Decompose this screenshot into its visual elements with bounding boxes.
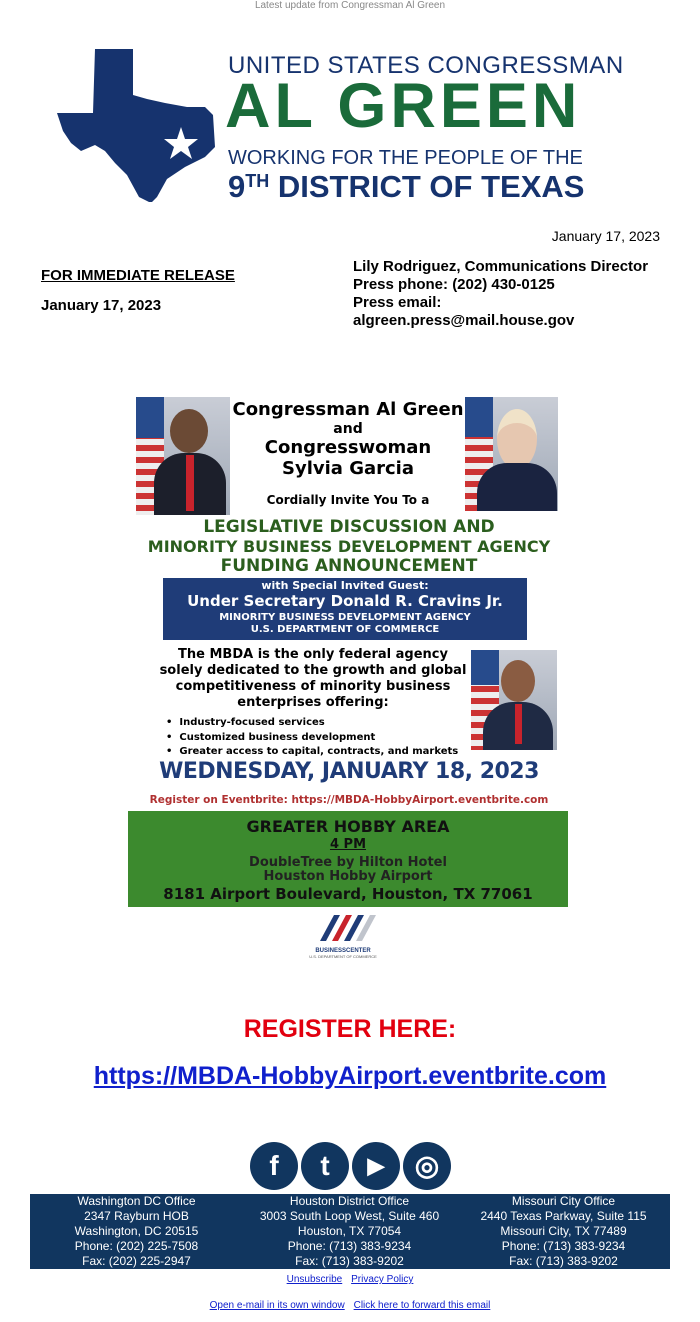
office-address1: 2440 Texas Parkway, Suite 115 bbox=[480, 1209, 647, 1223]
flyer-invite: Cordially Invite You To a bbox=[266, 493, 430, 507]
venue-address: 8181 Airport Boulevard, Houston, TX 77061 bbox=[163, 885, 533, 903]
unsubscribe-link[interactable]: Unsubscribe bbox=[286, 1274, 343, 1285]
bullet-text: Industry-focused services bbox=[179, 717, 325, 728]
contact-email: algreen.press@mail.house.gov bbox=[353, 312, 575, 329]
footer-links-row1 bbox=[0, 1269, 700, 1287]
texas-map-icon bbox=[55, 47, 215, 202]
bullet-text: Greater access to capital, contracts, and markets bbox=[179, 746, 459, 757]
footer-links-row2 bbox=[0, 1295, 700, 1313]
open-window-link[interactable]: Open e-mail in its own window bbox=[209, 1300, 345, 1311]
office-phone: Phone: (202) 225-7508 bbox=[74, 1239, 199, 1253]
al-green-photo bbox=[136, 397, 230, 515]
office-washington bbox=[30, 1194, 243, 1269]
eventbrite-text: Register on Eventbrite: https://MBDA-HobbyAirport.eventbrite.com bbox=[149, 794, 549, 806]
district-number: 9 bbox=[228, 169, 246, 204]
guest-label: with Special Invited Guest: bbox=[261, 579, 429, 592]
offices-bar bbox=[30, 1194, 670, 1269]
flyer-host1: Congressman Al Green bbox=[232, 399, 464, 420]
forward-email-link[interactable]: Click here to forward this email bbox=[353, 1300, 491, 1311]
guest-org1: MINORITY BUSINESS DEVELOPMENT AGENCY bbox=[219, 612, 471, 623]
flyer-host3: Sylvia Garcia bbox=[282, 458, 414, 479]
banner-line-working: WORKING FOR THE PEOPLE OF THE bbox=[228, 147, 583, 169]
mbda-logo-icon bbox=[308, 909, 388, 943]
bullet-item: • Customized business development bbox=[166, 731, 376, 743]
office-address2: Missouri City, TX 77489 bbox=[500, 1224, 627, 1238]
district-suffix: TH bbox=[245, 171, 270, 191]
flyer-host2: Congresswoman bbox=[264, 437, 432, 458]
flyer-title3: FUNDING ANNOUNCEMENT bbox=[220, 556, 478, 576]
mbda-logo bbox=[308, 909, 388, 961]
office-phone: Phone: (713) 383-9234 bbox=[501, 1239, 626, 1253]
event-flyer bbox=[128, 393, 570, 963]
preheader-text: Latest update from Congressman Al Green bbox=[254, 0, 446, 11]
venue-area: GREATER HOBBY AREA bbox=[246, 817, 450, 836]
instagram-icon[interactable]: ◎ bbox=[403, 1142, 451, 1190]
date-top: January 17, 2023 bbox=[551, 228, 660, 244]
logo-sub: U.S. DEPARTMENT OF COMMERCE bbox=[309, 954, 377, 959]
office-address1: 3003 South Loop West, Suite 460 bbox=[259, 1209, 440, 1223]
bullet-text: Customized business development bbox=[179, 731, 376, 743]
banner-line-congressman: UNITED STATES CONGRESSMAN bbox=[228, 52, 624, 79]
mbda-line3: competitiveness of minority business bbox=[175, 679, 451, 694]
office-address1: 2347 Rayburn HOB bbox=[84, 1209, 189, 1223]
office-fax: Fax: (713) 383-9202 bbox=[509, 1254, 618, 1268]
register-link[interactable]: https://MBDA-HobbyAirport.eventbrite.com bbox=[93, 1062, 607, 1090]
office-fax: Fax: (713) 383-9202 bbox=[295, 1254, 404, 1268]
mbda-bullets bbox=[166, 716, 458, 760]
mbda-line2: solely dedicated to the growth and global bbox=[159, 663, 467, 678]
office-name: Washington DC Office bbox=[77, 1194, 196, 1208]
logo-text: BUSINESSCENTER bbox=[315, 948, 371, 954]
release-label: FOR IMMEDIATE RELEASE bbox=[41, 267, 235, 284]
office-phone: Phone: (713) 383-9234 bbox=[287, 1239, 412, 1253]
privacy-policy-link[interactable]: Privacy Policy bbox=[351, 1274, 414, 1285]
sylvia-garcia-photo bbox=[465, 397, 558, 511]
header-banner bbox=[55, 45, 625, 210]
press-contact bbox=[353, 258, 653, 330]
twitter-icon[interactable]: t bbox=[301, 1142, 349, 1190]
contact-email-label: Press email: bbox=[353, 294, 442, 311]
venue-hotel1: DoubleTree by Hilton Hotel bbox=[249, 855, 447, 870]
contact-name: Lily Rodriguez, Communications Director bbox=[353, 258, 649, 275]
venue-hotel2: Houston Hobby Airport bbox=[263, 869, 433, 884]
flyer-title1: LEGISLATIVE DISCUSSION AND bbox=[203, 517, 495, 537]
banner-name: AL GREEN bbox=[225, 71, 582, 141]
office-fax: Fax: (202) 225-2947 bbox=[82, 1254, 191, 1268]
release-date: January 17, 2023 bbox=[41, 297, 162, 314]
mbda-line4: enterprises offering: bbox=[237, 695, 389, 710]
cravins-photo bbox=[471, 650, 557, 750]
guest-org2: U.S. DEPARTMENT OF COMMERCE bbox=[250, 624, 440, 635]
office-address2: Houston, TX 77054 bbox=[297, 1224, 402, 1238]
guest-box bbox=[163, 578, 527, 640]
office-address2: Washington, DC 20515 bbox=[74, 1224, 199, 1238]
venue-time: 4 PM bbox=[329, 837, 367, 852]
flyer-title2: MINORITY BUSINESS DEVELOPMENT AGENCY bbox=[147, 537, 551, 556]
flyer-and: and bbox=[333, 421, 363, 437]
district-text: DISTRICT OF TEXAS bbox=[277, 169, 585, 204]
office-houston bbox=[243, 1194, 456, 1269]
guest-name: Under Secretary Donald R. Cravins Jr. bbox=[187, 592, 503, 610]
banner-line-district bbox=[228, 169, 584, 205]
office-missouri-city bbox=[457, 1194, 670, 1269]
office-name: Missouri City Office bbox=[511, 1194, 616, 1208]
mbda-line1: The MBDA is the only federal agency bbox=[178, 647, 448, 662]
register-label: REGISTER HERE: bbox=[243, 1015, 457, 1043]
bullet-item: • Industry-focused services bbox=[166, 717, 325, 728]
bullet-item: • Greater access to capital, contracts, and markets bbox=[166, 746, 459, 757]
contact-phone: Press phone: (202) 430-0125 bbox=[353, 276, 555, 293]
venue-box bbox=[128, 811, 568, 907]
facebook-icon[interactable]: f bbox=[250, 1142, 298, 1190]
event-date: WEDNESDAY, JANUARY 18, 2023 bbox=[159, 759, 539, 784]
youtube-icon[interactable]: ▶ bbox=[352, 1142, 400, 1190]
office-name: Houston District Office bbox=[289, 1194, 410, 1208]
